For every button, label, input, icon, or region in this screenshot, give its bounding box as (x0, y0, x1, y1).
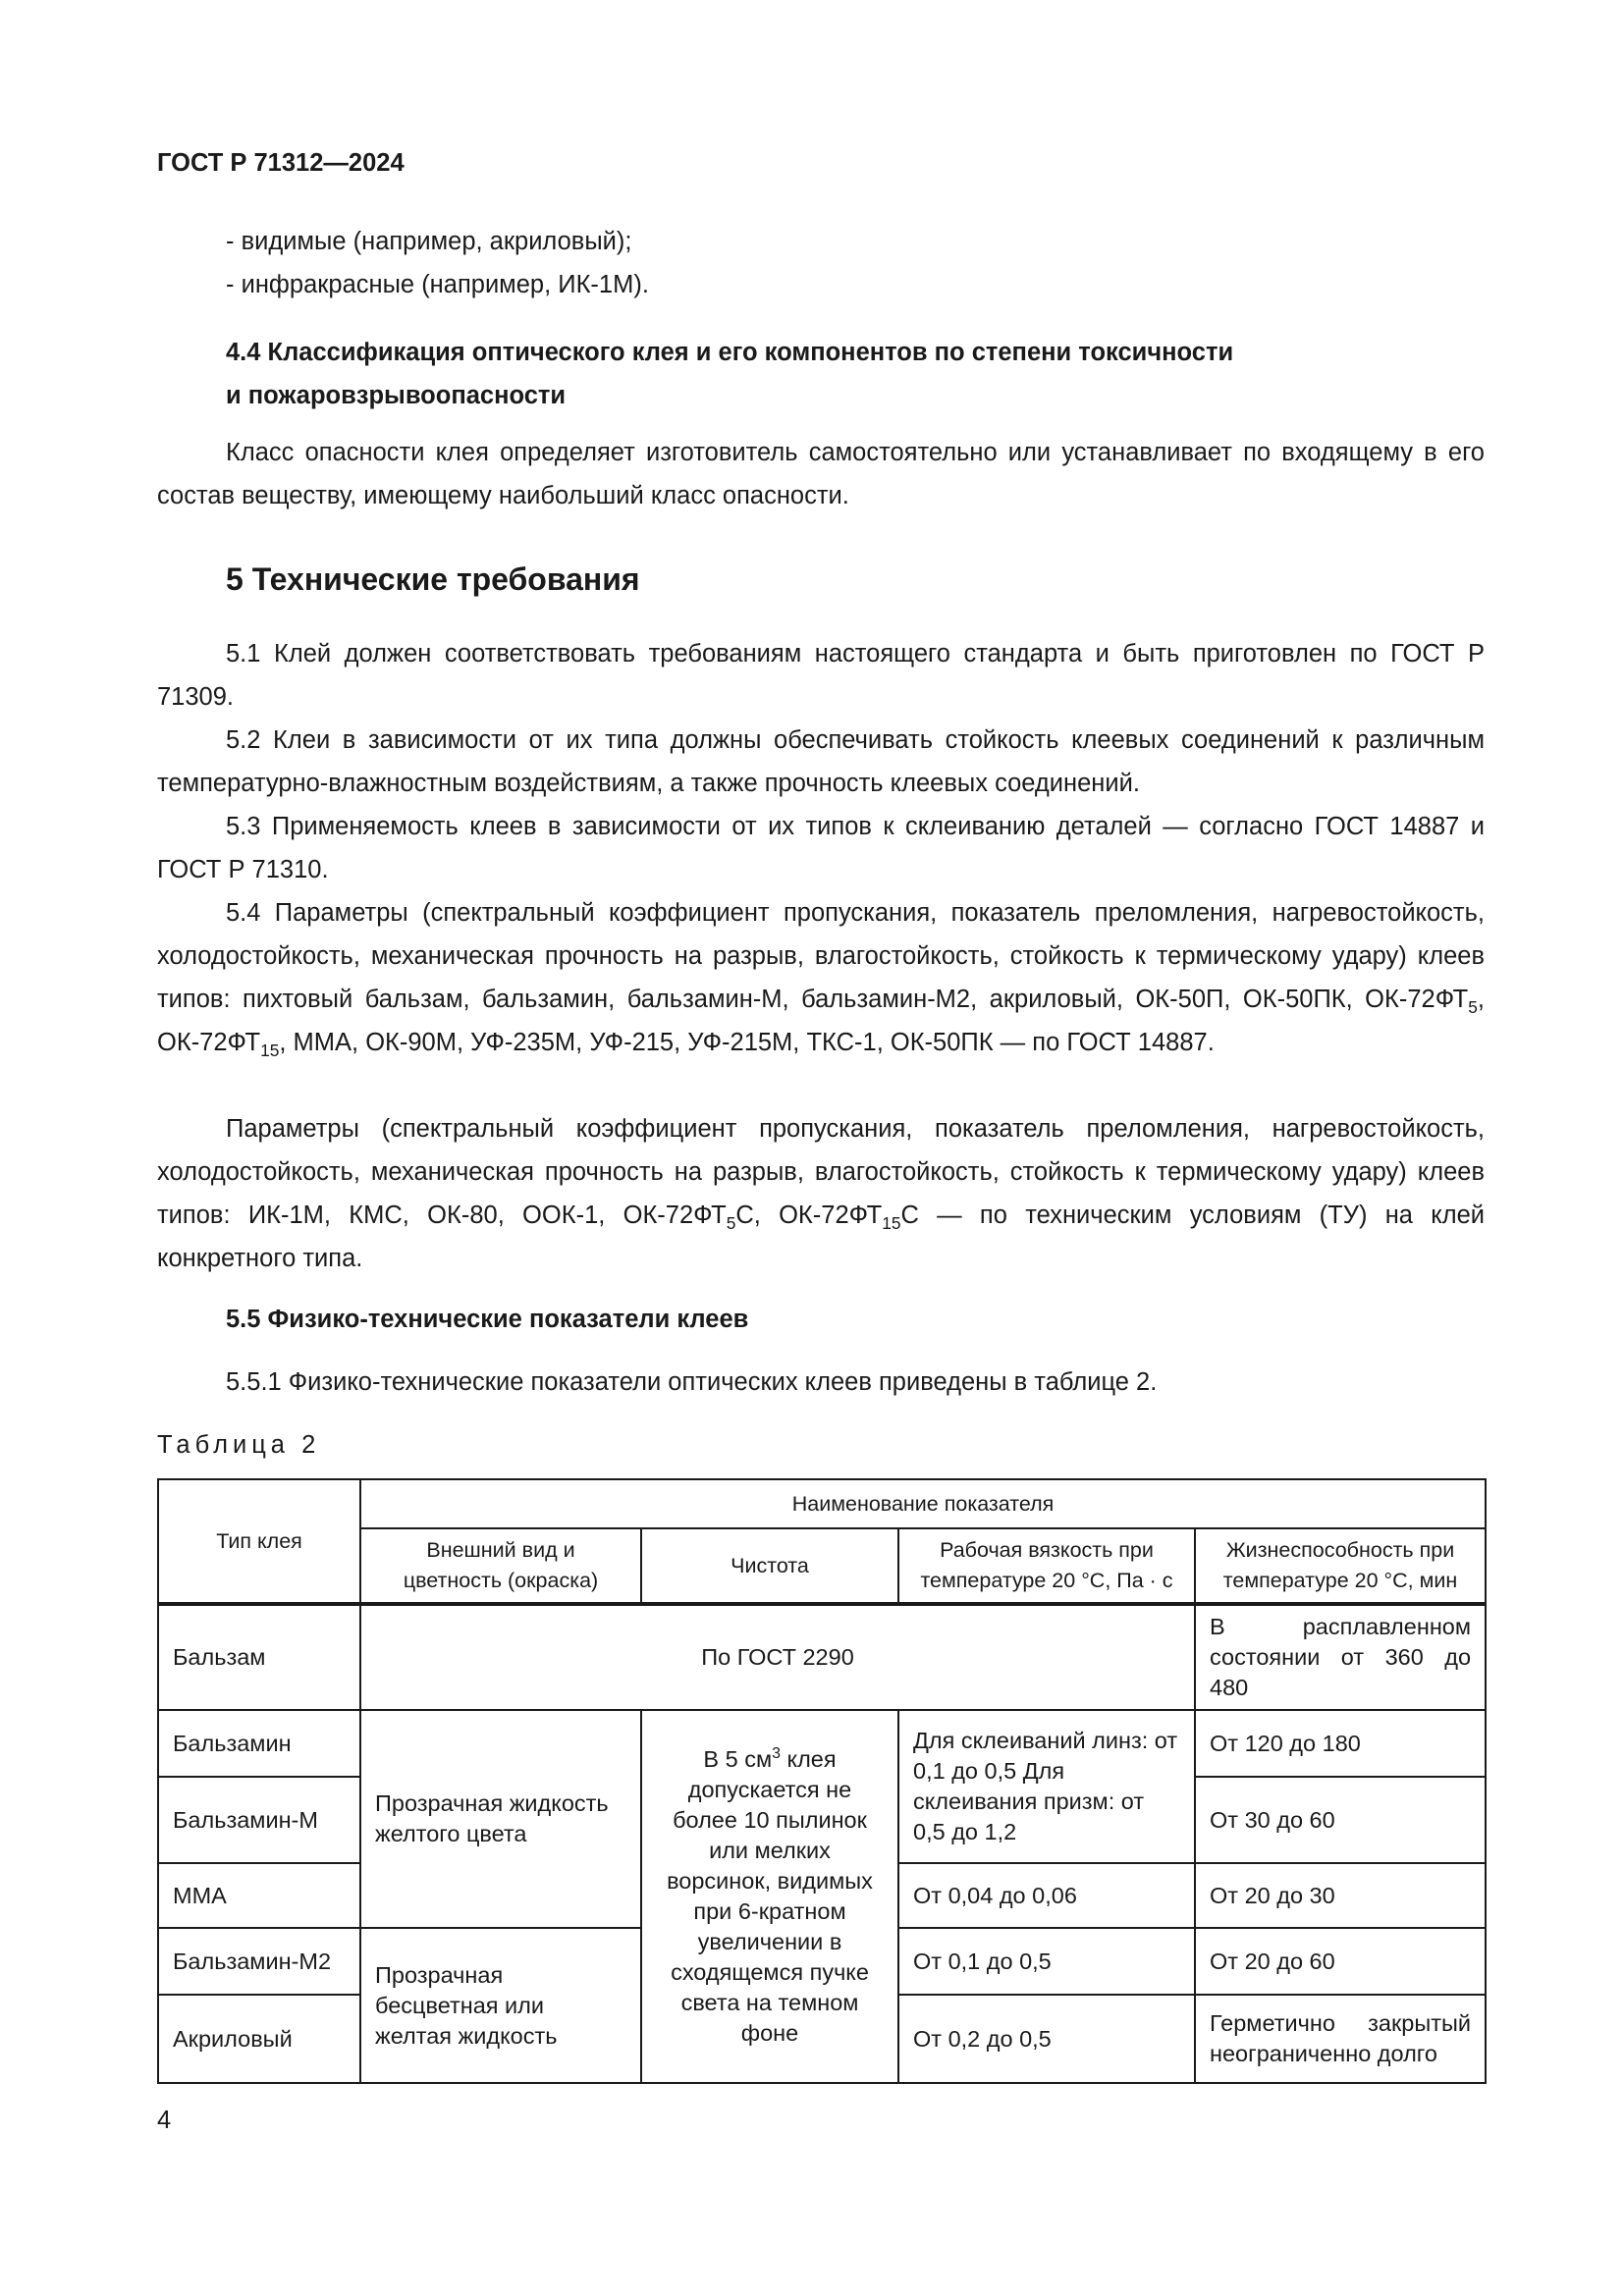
cell-type: Бальзамин-М (158, 1777, 360, 1863)
section-5-heading: 5 Технические требования (226, 561, 640, 597)
table-row (158, 1710, 1486, 1777)
list-item: - видимые (например, акриловый); (226, 228, 632, 255)
cell-viscosity: От 0,2 до 0,5 (898, 1995, 1195, 2083)
paragraph-5-3: 5.3 Применяемость клеев в зависимости от их типов к склеиванию деталей — согласно ГОСТ 14887 и ГОСТ Р 71310. (157, 813, 1485, 883)
header-pot-life: Жизнеспособность при температуре 20 °С, мин (1195, 1528, 1486, 1604)
paragraph-5-2: 5.2 Клеи в зависимости от их типа должны обеспечивать стойкость клеевых соединений к различным температурно-влажностным воздействиям, а также прочность клеевых соединений. (157, 726, 1485, 797)
table-row (158, 1604, 1486, 1710)
cell-pot-life: От 120 до 180 (1195, 1710, 1486, 1777)
header-purity: Чистота (641, 1528, 898, 1604)
cell-type: Акриловый (158, 1995, 360, 2083)
cell-appearance: Прозрачная бесцветная или желтая жидкость (360, 1928, 641, 2083)
header-appearance: Внешний вид и цветность (окраска) (360, 1528, 641, 1604)
page-number: 4 (157, 2107, 172, 2134)
cell-type: Бальзамин (158, 1710, 360, 1777)
section-4-4-text: Класс опасности клея определяет изготовитель самостоятельно или устанавливает по входящему в его состав веществу, имеющему наибольший класс опасности. (157, 439, 1485, 509)
cell-pot-life: Герметично закрытый неограниченно долго (1195, 1995, 1486, 2083)
cell-type: ММА (158, 1863, 360, 1928)
cell-pot-life: В расплавленном состоянии от 360 до 480 (1195, 1604, 1486, 1710)
paragraph-5-5-1: 5.5.1 Физико-технические показатели оптических клеев приведены в таблице 2. (226, 1368, 1158, 1396)
cell-appearance: Прозрачная жидкость желтого цвета (360, 1710, 641, 1928)
cell-type: Бальзамин-М2 (158, 1928, 360, 1995)
cell-type: Бальзам (158, 1604, 360, 1710)
paragraph-5-1: 5.1 Клей должен соответствовать требованиям настоящего стандарта и быть приготовлен по ГОСТ Р 71309. (157, 640, 1485, 711)
cell-viscosity: Для склеиваний линз: от 0,1 до 0,5 Для склеивания призм: от 0,5 до 1,2 (898, 1710, 1195, 1863)
cell-pot-life: От 20 до 30 (1195, 1863, 1486, 1928)
cell-pot-life: От 30 до 60 (1195, 1777, 1486, 1863)
table-2 (157, 1478, 1487, 2084)
cell-pot-life: От 20 до 60 (1195, 1928, 1486, 1995)
paragraph-5-4: 5.4 Параметры (спектральный коэффициент пропускания, показатель преломления, нагревостойкость, холодостойкость, механическая прочность на разрыв, влагостойкость, стойкость к термическому удару) клеев типов: пихтовый бальзам, бальзамин, бальзамин-М, бальзамин-М2, акриловый, ОК-50П, ОК-50ПК, $ОК-72ФТ_5$, $ОК-72ФТ_{15}$, ММА, ОК-90М, УФ-235М, УФ-215, УФ-215М, ТКС-1, ОК-50ПК — по ГОСТ 14887. (157, 899, 1485, 1061)
header-type: Тип клея (158, 1479, 360, 1604)
header-viscosity: Рабочая вязкость при температуре 20 °С, Па · с (898, 1528, 1195, 1604)
document-code: ГОСТ Р 71312—2024 (157, 149, 405, 177)
cell-viscosity: От 0,04 до 0,06 (898, 1863, 1195, 1928)
section-4-4-title: 4.4 Классификация оптического клея и его компонентов по степени токсичности (226, 339, 1234, 366)
cell-purity: В 5 $см^3$ клея допускается не более 10 пылинок или мелких ворсинок, видимых при 6-кратном увеличении в сходящемся пучке света на темном фоне (641, 1710, 898, 2083)
list-item: - инфракрасные (например, ИК-1М). (226, 271, 649, 298)
table-caption: Таблица 2 (157, 1431, 321, 1459)
section-4-4-title-cont: и пожаровзрывоопасности (226, 382, 567, 409)
cell-merged: По ГОСТ 2290 (360, 1604, 1195, 1710)
paragraph-5-4-continued: Параметры (спектральный коэффициент пропускания, показатель преломления, нагревостойкость, холодостойкость, механическая прочность на разрыв, влагостойкость, стойкость к термическому удару) клеев типов: ИК-1М, КМС, ОК-80, ООК-1, $ОК-72ФТ_5С$, $ОК-72ФТ_{15}С$ — по техническим условиям (ТУ) на клей конкретного типа. (157, 1115, 1485, 1272)
cell-viscosity: От 0,1 до 0,5 (898, 1928, 1195, 1995)
table-header-row (158, 1479, 1486, 1528)
section-5-5-title: 5.5 Физико-технические показатели клеев (226, 1306, 749, 1333)
header-indicator-group: Наименование показателя (360, 1479, 1486, 1528)
